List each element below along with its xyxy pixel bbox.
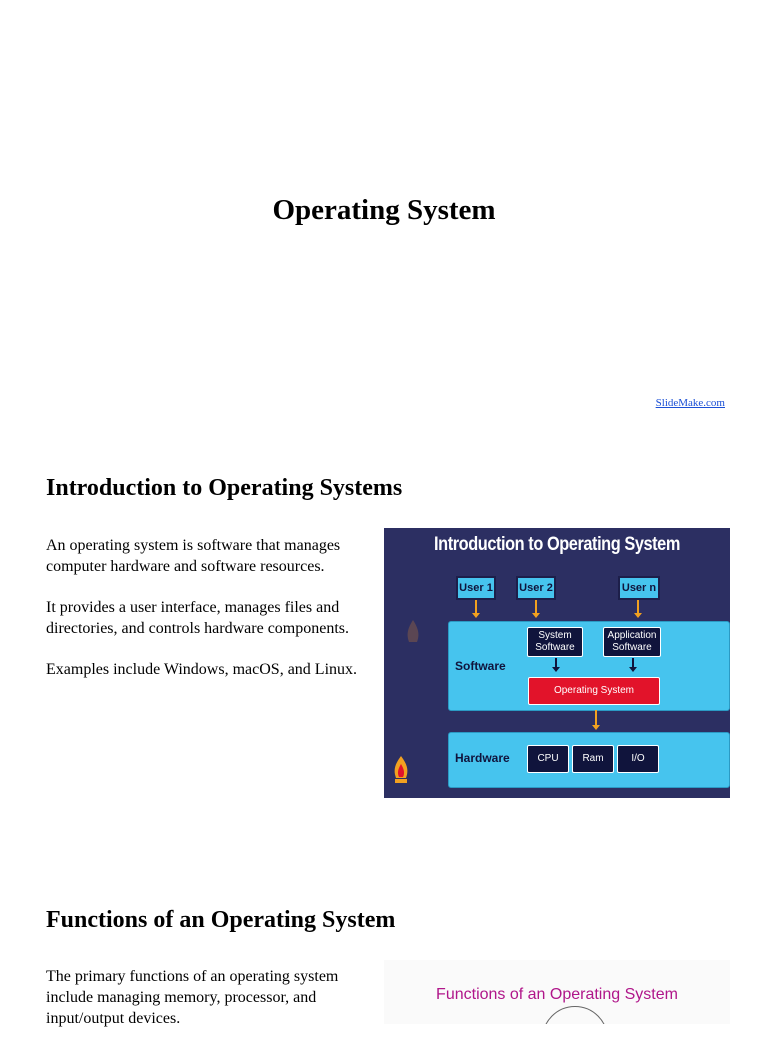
hardware-label: Hardware	[455, 751, 510, 765]
paragraph: It provides a user interface, manages files and directories, and controls hardware components.	[46, 599, 350, 637]
system-software-box: System Software	[527, 627, 583, 657]
ram-box: Ram	[572, 745, 614, 773]
paragraph: An operating system is software that manages computer hardware and software resources.	[46, 537, 341, 575]
page-title: Operating System	[272, 194, 496, 226]
arrow-icon	[632, 658, 634, 668]
operating-system-box: Operating System	[528, 677, 660, 705]
figure-title: Functions of an Operating System	[436, 986, 678, 1003]
functions-text	[46, 966, 376, 1049]
decorative-flame-icon	[406, 620, 420, 648]
paragraph: Examples include Windows, macOS, and Linux.	[46, 661, 358, 678]
slidemake-link[interactable]: SlideMake.com	[655, 397, 725, 409]
arrow-icon	[535, 600, 537, 614]
user-box: User 1	[456, 576, 496, 600]
paragraph: The primary functions of an operating system include managing memory, processor, and input/output devices.	[46, 968, 339, 1027]
arrow-icon	[595, 710, 597, 726]
software-label: Software	[455, 659, 506, 673]
functions-slide-image	[384, 960, 730, 1024]
arrow-icon	[637, 600, 639, 614]
section-heading-introduction: Introduction to Operating Systems	[46, 475, 403, 501]
software-layer	[448, 621, 730, 711]
introduction-slide-image	[384, 528, 730, 798]
user-box: User 2	[516, 576, 556, 600]
diagram-circle	[542, 1006, 608, 1024]
hardware-layer	[448, 732, 730, 788]
flame-logo-icon	[392, 756, 410, 786]
introduction-text	[46, 535, 376, 700]
application-software-box: Application Software	[603, 627, 661, 657]
section-heading-functions: Functions of an Operating System	[46, 907, 396, 933]
io-box: I/O	[617, 745, 659, 773]
arrow-icon	[555, 658, 557, 668]
cpu-box: CPU	[527, 745, 569, 773]
figure-title: Introduction to Operating System	[434, 534, 680, 555]
user-box: User n	[618, 576, 660, 600]
arrow-icon	[475, 600, 477, 614]
